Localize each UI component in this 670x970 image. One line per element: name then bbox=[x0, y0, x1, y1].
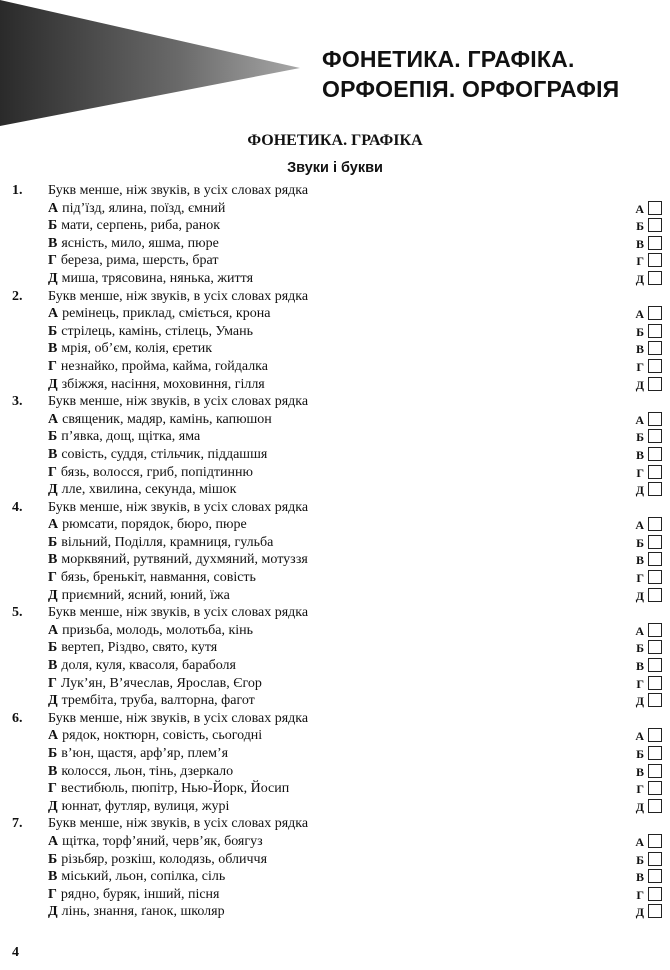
answer-option bbox=[0, 622, 670, 640]
option-text: міський, льон, сопілка, сіль bbox=[61, 869, 226, 885]
question-header bbox=[0, 182, 670, 200]
option-text-wrap bbox=[48, 833, 263, 851]
option-letter: Б bbox=[48, 323, 58, 339]
answer-box-label: Г bbox=[636, 465, 644, 480]
answer-checkbox[interactable] bbox=[648, 218, 662, 232]
answer-checkbox[interactable] bbox=[648, 271, 662, 285]
question-prompt: Букв менше, ніж звуків, в усіх словах рядка bbox=[48, 394, 309, 410]
option-text: ремінець, приклад, сміється, крона bbox=[62, 306, 271, 322]
answer-box-label: Б bbox=[636, 641, 644, 656]
option-letter: Б bbox=[48, 218, 58, 234]
option-text-wrap bbox=[48, 675, 262, 693]
option-letter: В bbox=[48, 446, 58, 462]
option-letter: Д bbox=[48, 482, 58, 498]
question-prompt: Букв менше, ніж звуків, в усіх словах рядка bbox=[48, 183, 309, 198]
option-text-wrap bbox=[48, 252, 218, 270]
option-letter: Д bbox=[48, 376, 58, 392]
answer-box-label: В bbox=[635, 659, 644, 674]
option-text-wrap bbox=[48, 464, 253, 482]
answer-checkbox[interactable] bbox=[648, 799, 662, 813]
answer-checkbox[interactable] bbox=[648, 887, 662, 901]
option-text-wrap bbox=[48, 481, 236, 499]
question-prompt: Букв менше, ніж звуків, в усіх словах рядка bbox=[48, 288, 309, 304]
question bbox=[0, 710, 670, 816]
pennant-graphic bbox=[0, 0, 330, 130]
answer-box-label: В bbox=[635, 236, 644, 251]
option-text: щітка, торф’яний, черв’як, боягуз bbox=[62, 833, 263, 849]
answer-checkbox[interactable] bbox=[648, 535, 662, 549]
chapter-title-line1: ФОНЕТИКА. ГРАФІКА. bbox=[322, 46, 575, 72]
option-text-wrap bbox=[48, 217, 220, 235]
question-header bbox=[0, 393, 670, 411]
option-text: призьба, молодь, молотьба, кінь bbox=[62, 622, 254, 638]
answer-box-label: А bbox=[635, 518, 644, 533]
answer-checkbox[interactable] bbox=[648, 588, 662, 602]
option-letter: Д bbox=[48, 270, 58, 286]
option-letter: В bbox=[48, 869, 58, 885]
option-text: вестибюль, пюпітр, Нью-Йорк, Йосип bbox=[60, 781, 290, 797]
option-text: Лук’ян, В’ячеслав, Ярослав, Єгор bbox=[60, 675, 262, 691]
option-letter: Д bbox=[48, 693, 58, 709]
option-text: миша, трясовина, нянька, життя bbox=[61, 270, 254, 286]
option-text-wrap bbox=[48, 587, 230, 605]
option-text-wrap bbox=[48, 358, 268, 376]
question bbox=[0, 182, 670, 288]
answer-checkbox[interactable] bbox=[648, 746, 662, 760]
question-prompt: Букв менше, ніж звуків, в усіх словах рядка bbox=[48, 816, 309, 832]
answer-checkbox[interactable] bbox=[648, 640, 662, 654]
answer-checkbox[interactable] bbox=[648, 377, 662, 391]
question-header bbox=[0, 604, 670, 622]
answer-option bbox=[0, 886, 670, 904]
answer-box-label: Б bbox=[636, 535, 644, 550]
answer-checkbox[interactable] bbox=[648, 429, 662, 443]
answer-checkbox[interactable] bbox=[648, 693, 662, 707]
answer-option bbox=[0, 340, 670, 358]
option-letter: А bbox=[48, 200, 59, 216]
option-text: морквяний, рутвяний, духмяний, мотуззя bbox=[61, 552, 308, 568]
page-number: 4 bbox=[12, 945, 19, 960]
chapter-title bbox=[322, 44, 619, 104]
subsection-title: Звуки і букви bbox=[287, 160, 383, 176]
answer-option bbox=[0, 411, 670, 429]
option-text-wrap bbox=[48, 903, 225, 921]
option-text: під’їзд, ялина, поїзд, ємний bbox=[62, 200, 226, 216]
answer-checkbox[interactable] bbox=[648, 306, 662, 320]
answer-box-label: Г bbox=[636, 676, 644, 691]
option-text-wrap bbox=[48, 639, 217, 657]
option-text: береза, рима, шерсть, брат bbox=[60, 253, 219, 269]
answer-option bbox=[0, 569, 670, 587]
option-text-wrap bbox=[48, 534, 273, 552]
answer-box-label: А bbox=[635, 307, 644, 322]
answer-checkbox[interactable] bbox=[648, 517, 662, 531]
option-text: мрія, об’єм, колія, єретик bbox=[61, 341, 213, 357]
answer-option bbox=[0, 798, 670, 816]
answer-box-label: Б bbox=[636, 219, 644, 234]
option-letter: А bbox=[48, 411, 59, 427]
option-letter: В bbox=[48, 552, 58, 568]
option-letter: А bbox=[48, 622, 59, 638]
answer-option bbox=[0, 305, 670, 323]
option-text-wrap bbox=[48, 200, 225, 218]
option-text-wrap bbox=[48, 868, 225, 886]
answer-checkbox[interactable] bbox=[648, 570, 662, 584]
answer-checkbox[interactable] bbox=[648, 764, 662, 778]
option-letter: Б bbox=[48, 640, 58, 656]
option-letter: Б bbox=[48, 851, 58, 867]
answer-option bbox=[0, 657, 670, 675]
answer-option bbox=[0, 639, 670, 657]
answer-checkbox[interactable] bbox=[648, 447, 662, 461]
option-text: ясність, мило, яшма, пюре bbox=[61, 235, 219, 251]
answer-option bbox=[0, 587, 670, 605]
answer-option bbox=[0, 446, 670, 464]
answer-option bbox=[0, 217, 670, 235]
option-text-wrap bbox=[48, 763, 233, 781]
option-text: священик, мадяр, камінь, капюшон bbox=[62, 411, 272, 427]
answer-box-label: А bbox=[635, 201, 644, 216]
answer-box-label: Г bbox=[636, 887, 644, 902]
question bbox=[0, 604, 670, 710]
answer-box-label: Д bbox=[635, 694, 644, 709]
option-text: збіжжя, насіння, моховиння, гілля bbox=[61, 376, 265, 392]
option-letter: Г bbox=[48, 570, 57, 586]
answer-option bbox=[0, 200, 670, 218]
option-letter: В bbox=[48, 763, 58, 779]
chapter-banner bbox=[0, 0, 670, 130]
answer-box-label: Г bbox=[636, 782, 644, 797]
option-letter: Г bbox=[48, 464, 57, 480]
option-letter: Г bbox=[48, 675, 57, 691]
option-letter: Г bbox=[48, 253, 57, 269]
answer-checkbox[interactable] bbox=[648, 412, 662, 426]
answer-box-label: А bbox=[635, 623, 644, 638]
section-title: ФОНЕТИКА. ГРАФІКА bbox=[247, 132, 423, 149]
answer-checkbox[interactable] bbox=[648, 781, 662, 795]
answer-option bbox=[0, 235, 670, 253]
answer-option bbox=[0, 358, 670, 376]
option-text: незнайко, пройма, кайма, гойдалка bbox=[60, 358, 268, 374]
answer-option bbox=[0, 868, 670, 886]
answer-box-label: В bbox=[635, 553, 644, 568]
option-text-wrap bbox=[48, 411, 272, 429]
answer-box-label: Б bbox=[636, 852, 644, 867]
answer-checkbox[interactable] bbox=[648, 359, 662, 373]
answer-box-label: Г bbox=[636, 254, 644, 269]
question-number: 4. bbox=[12, 499, 23, 515]
answer-option bbox=[0, 270, 670, 288]
option-text-wrap bbox=[48, 727, 262, 745]
option-text: доля, куля, квасоля, бараболя bbox=[61, 658, 236, 674]
answer-option bbox=[0, 692, 670, 710]
answer-option bbox=[0, 376, 670, 394]
option-letter: В bbox=[48, 658, 58, 674]
answer-option bbox=[0, 252, 670, 270]
option-text-wrap bbox=[48, 745, 228, 763]
answer-box-label: Д bbox=[635, 271, 644, 286]
option-letter: Д bbox=[48, 904, 58, 920]
question-number: 1. bbox=[12, 183, 23, 198]
answer-checkbox[interactable] bbox=[648, 852, 662, 866]
option-text: вертеп, Різдво, свято, кутя bbox=[61, 640, 218, 656]
answer-box-label: Д bbox=[635, 377, 644, 392]
answer-checkbox[interactable] bbox=[648, 341, 662, 355]
option-text-wrap bbox=[48, 886, 219, 904]
answer-box-label: А bbox=[635, 729, 644, 744]
question-list bbox=[0, 182, 670, 921]
answer-box-label: Г bbox=[636, 359, 644, 374]
answer-option bbox=[0, 833, 670, 851]
option-text: стрілець, камінь, стілець, Умань bbox=[61, 323, 253, 339]
answer-option bbox=[0, 534, 670, 552]
option-letter: А bbox=[48, 517, 59, 533]
question-header bbox=[0, 710, 670, 728]
option-text: бязь, бренькіт, навмання, совість bbox=[60, 570, 256, 586]
answer-box-label: Г bbox=[636, 571, 644, 586]
option-text-wrap bbox=[48, 270, 253, 288]
option-text-wrap bbox=[48, 657, 236, 675]
answer-checkbox[interactable] bbox=[648, 552, 662, 566]
option-letter: Б bbox=[48, 746, 58, 761]
answer-option bbox=[0, 675, 670, 693]
question-number: 2. bbox=[12, 288, 23, 304]
option-text: рюмсати, порядок, бюро, пюре bbox=[62, 517, 247, 533]
option-text-wrap bbox=[48, 569, 256, 587]
answer-box-label: А bbox=[635, 412, 644, 427]
answer-option bbox=[0, 903, 670, 921]
option-letter: Г bbox=[48, 358, 57, 374]
option-text-wrap bbox=[48, 340, 212, 358]
option-letter: Б bbox=[48, 429, 58, 445]
option-letter: Д bbox=[48, 587, 58, 603]
option-text-wrap bbox=[48, 622, 253, 640]
answer-option bbox=[0, 727, 670, 745]
option-text-wrap bbox=[48, 798, 229, 816]
option-text: вільний, Поділля, крамниця, гульба bbox=[61, 534, 274, 550]
answer-checkbox[interactable] bbox=[648, 676, 662, 690]
question-prompt: Букв менше, ніж звуків, в усіх словах рядка bbox=[48, 710, 309, 726]
answer-option bbox=[0, 763, 670, 781]
answer-box-label: Б bbox=[636, 430, 644, 445]
answer-box-label: В bbox=[635, 764, 644, 779]
option-text-wrap bbox=[48, 446, 267, 464]
question-number: 5. bbox=[12, 605, 23, 621]
answer-box-label: Д bbox=[635, 588, 644, 603]
option-text: мати, серпень, риба, ранок bbox=[61, 218, 221, 234]
question bbox=[0, 393, 670, 499]
option-letter: Г bbox=[48, 886, 57, 902]
option-text-wrap bbox=[48, 376, 265, 394]
answer-option bbox=[0, 481, 670, 499]
answer-checkbox[interactable] bbox=[648, 834, 662, 848]
option-text: лле, хвилина, секунда, мішок bbox=[61, 482, 237, 498]
answer-box-label: Д bbox=[635, 905, 644, 920]
option-letter: А bbox=[48, 306, 59, 322]
option-text: юннат, футляр, вулиця, журі bbox=[61, 798, 230, 814]
question-header bbox=[0, 815, 670, 833]
answer-box-label: Д bbox=[635, 799, 644, 814]
option-text: п’явка, дощ, щітка, яма bbox=[61, 429, 201, 445]
answer-option bbox=[0, 323, 670, 341]
answer-checkbox[interactable] bbox=[648, 623, 662, 637]
option-text: приємний, ясний, юний, їжа bbox=[61, 587, 230, 603]
answer-checkbox[interactable] bbox=[648, 253, 662, 267]
option-text-wrap bbox=[48, 305, 270, 323]
answer-box-label: Б bbox=[636, 324, 644, 339]
answer-checkbox[interactable] bbox=[648, 201, 662, 215]
answer-option bbox=[0, 745, 670, 763]
answer-checkbox[interactable] bbox=[648, 465, 662, 479]
answer-checkbox[interactable] bbox=[648, 869, 662, 883]
option-text: рядок, ноктюрн, совість, сьогодні bbox=[62, 728, 263, 744]
option-letter: Б bbox=[48, 534, 58, 550]
option-text: лінь, знання, ґанок, школяр bbox=[61, 904, 225, 920]
answer-option bbox=[0, 464, 670, 482]
option-letter: Г bbox=[48, 781, 57, 797]
option-letter: А bbox=[48, 833, 59, 849]
option-text: трембіта, труба, валторна, фагот bbox=[61, 693, 255, 709]
question-prompt: Букв менше, ніж звуків, в усіх словах рядка bbox=[48, 499, 309, 515]
option-text-wrap bbox=[48, 780, 289, 798]
option-text-wrap bbox=[48, 323, 253, 341]
answer-checkbox[interactable] bbox=[648, 904, 662, 918]
option-letter: Д bbox=[48, 798, 58, 814]
question-header bbox=[0, 288, 670, 306]
question-header bbox=[0, 499, 670, 517]
question bbox=[0, 499, 670, 605]
answer-box-label: А bbox=[635, 834, 644, 849]
option-text-wrap bbox=[48, 516, 247, 534]
answer-option bbox=[0, 516, 670, 534]
option-text-wrap bbox=[48, 851, 267, 869]
option-letter: В bbox=[48, 341, 58, 357]
answer-checkbox[interactable] bbox=[648, 482, 662, 496]
option-letter: В bbox=[48, 235, 58, 251]
answer-option bbox=[0, 780, 670, 798]
answer-option bbox=[0, 851, 670, 869]
option-text-wrap bbox=[48, 428, 200, 446]
option-text: різьбяр, розкіш, колодязь, обличчя bbox=[61, 851, 268, 867]
answer-checkbox[interactable] bbox=[648, 236, 662, 250]
answer-box-label: Б bbox=[636, 747, 644, 761]
option-text-wrap bbox=[48, 235, 219, 253]
question bbox=[0, 288, 670, 394]
option-text: рядно, буряк, інший, пісня bbox=[60, 886, 220, 902]
option-text-wrap bbox=[48, 692, 255, 710]
question-number: 7. bbox=[12, 816, 23, 832]
answer-box-label: В bbox=[635, 870, 644, 885]
answer-option bbox=[0, 551, 670, 569]
option-text-wrap bbox=[48, 551, 308, 569]
option-text: совість, суддя, стільчик, піддашшя bbox=[61, 446, 268, 462]
option-text: колосся, льон, тінь, дзеркало bbox=[61, 763, 234, 779]
chapter-title-line2: ОРФОЕПІЯ. ОРФОГРАФІЯ bbox=[322, 76, 620, 102]
answer-checkbox[interactable] bbox=[648, 324, 662, 338]
option-letter: А bbox=[48, 728, 59, 744]
question-prompt: Букв менше, ніж звуків, в усіх словах рядка bbox=[48, 605, 309, 621]
answer-box-label: Д bbox=[635, 483, 644, 498]
question-number: 3. bbox=[12, 394, 23, 410]
option-text: бязь, волосся, гриб, попідтинню bbox=[60, 464, 253, 480]
answer-checkbox[interactable] bbox=[648, 658, 662, 672]
question bbox=[0, 815, 670, 921]
answer-option bbox=[0, 428, 670, 446]
answer-checkbox[interactable] bbox=[648, 728, 662, 742]
option-text: в’юн, щастя, арф’яр, плем’я bbox=[61, 746, 229, 761]
answer-box-label: В bbox=[635, 342, 644, 357]
answer-box-label: В bbox=[635, 447, 644, 462]
question-number: 6. bbox=[12, 710, 23, 726]
